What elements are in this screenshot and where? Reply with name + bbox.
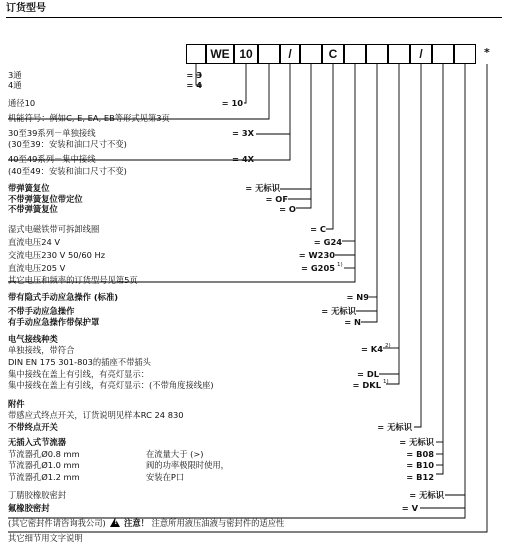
- label-detail: 其它细节用文字说明: [8, 533, 83, 543]
- note-series-4x: (40至49：安装和油口尺寸不变): [8, 166, 127, 176]
- code-10: = 10: [221, 98, 243, 108]
- footnote-dkl: 1): [383, 379, 389, 385]
- code-spring: = 无标识: [245, 183, 280, 193]
- footnote-g205: 1): [337, 262, 343, 268]
- label-seal-note: [8, 517, 284, 528]
- label-g205: 直流电压205 V: [8, 263, 66, 273]
- label-of: 不带弹簧复位带定位: [8, 194, 83, 204]
- code-3x: = 3X: [231, 128, 254, 138]
- warning-icon: !: [110, 518, 120, 527]
- label-b08: 节流器孔Ø0.8 mm: [8, 449, 80, 459]
- footnote-k4: 2): [385, 343, 391, 349]
- code-3: = 3: [186, 70, 202, 80]
- label-din: DIN EN 175 301-803的插座不带插头: [8, 357, 151, 367]
- label-dkl: 集中接线在盖上有引线，有亮灯显示：(不带角度接线座): [8, 380, 214, 390]
- label-g24: 直流电压24 V: [8, 237, 61, 247]
- label-no-throttle: 无插入式节流器: [8, 437, 67, 447]
- code-c: = C: [310, 224, 326, 234]
- code-fkm: = V: [401, 503, 418, 513]
- label-dl: 集中接线在盖上有引线，有亮灯显示：: [8, 369, 150, 379]
- code-star: *: [484, 46, 490, 59]
- warning-label: 注意！: [124, 518, 149, 528]
- code-of: = OF: [265, 194, 288, 204]
- code-k4: = K4: [360, 344, 383, 354]
- label-series-3x: 30至39系列－单独接线: [8, 128, 96, 138]
- label-accessory: 附件: [8, 399, 25, 409]
- label-3way: 3通: [8, 70, 22, 80]
- code-no-throttle: = 无标识: [399, 437, 434, 447]
- label-n: 有手动应急操作带保护罩: [8, 317, 100, 327]
- label-nbr: 丁腈胶橡胶密封: [8, 490, 67, 500]
- label-symbol: 机能符号：例如C, E, EA, EB等形式见第3页: [8, 113, 170, 123]
- code-no-switch: = 无标识: [377, 422, 412, 432]
- label-no-override: 不带手动应急操作: [8, 306, 75, 316]
- note-b10: 阀的功率极限时使用，: [146, 460, 229, 470]
- code-dl: = DL: [356, 369, 379, 379]
- label-n9: 带有隐式手动应急操作 (标准): [8, 292, 119, 302]
- label-k4: 单独接线，带符合: [8, 345, 75, 355]
- code-no-override: = 无标识: [321, 306, 356, 316]
- code-box-c: C: [322, 44, 344, 64]
- code-dkl: = DKL: [352, 380, 381, 390]
- note-b08: 在流量大于 (>): [146, 449, 204, 459]
- code-box-nom: 10: [234, 44, 258, 64]
- note-b12: 安装在P口: [146, 472, 185, 482]
- label-fkm: 氟橡胶密封: [8, 503, 50, 513]
- label-spring: 带弹簧复位: [8, 183, 50, 193]
- label-electrical: 电气接线种类: [8, 334, 58, 344]
- label-seal-consult: (其它密封件请咨询我公司): [8, 518, 106, 528]
- warning-text: 注意所用液压油液与密封件的适应性: [151, 518, 285, 528]
- label-no-switch: 不带终点开关: [8, 422, 58, 432]
- label-o: 不带弹簧复位: [8, 204, 58, 214]
- code-g205: = G205: [301, 263, 335, 273]
- label-b10: 节流器孔Ø1.0 mm: [8, 460, 80, 470]
- label-4way: 4通: [8, 80, 22, 90]
- code-4: = 4: [186, 80, 202, 90]
- code-o: = O: [279, 204, 296, 214]
- code-nbr: = 无标识: [409, 490, 444, 500]
- label-other-voltage: 其它电压和频率的订货型号见第5页: [8, 275, 138, 285]
- code-w230: = W230: [298, 250, 335, 260]
- code-b12: = B12: [406, 472, 434, 482]
- label-series-4x: 40至49系列－集中接线: [8, 154, 96, 164]
- code-b08: = B08: [406, 449, 434, 459]
- label-switch: 带感应式终点开关，订货说明见样本RC 24 830: [8, 410, 184, 420]
- code-n9: = N9: [346, 292, 369, 302]
- label-w230: 交流电压230 V 50/60 Hz: [8, 250, 106, 260]
- code-g24: = G24: [313, 237, 342, 247]
- label-b12: 节流器孔Ø1.2 mm: [8, 472, 80, 482]
- note-series-3x: (30至39：安装和油口尺寸不变): [8, 139, 127, 149]
- label-size: 通径10: [8, 98, 36, 108]
- code-b10: = B10: [406, 460, 434, 470]
- code-box-we: WE: [206, 44, 234, 64]
- page-title: 订货型号: [6, 3, 46, 14]
- code-n: = N: [344, 317, 361, 327]
- code-box-sep1: /: [280, 44, 300, 64]
- code-box-sep2: /: [410, 44, 432, 64]
- label-coil: 湿式电磁铁带可拆卸线圈: [8, 224, 100, 234]
- code-4x: = 4X: [231, 154, 254, 164]
